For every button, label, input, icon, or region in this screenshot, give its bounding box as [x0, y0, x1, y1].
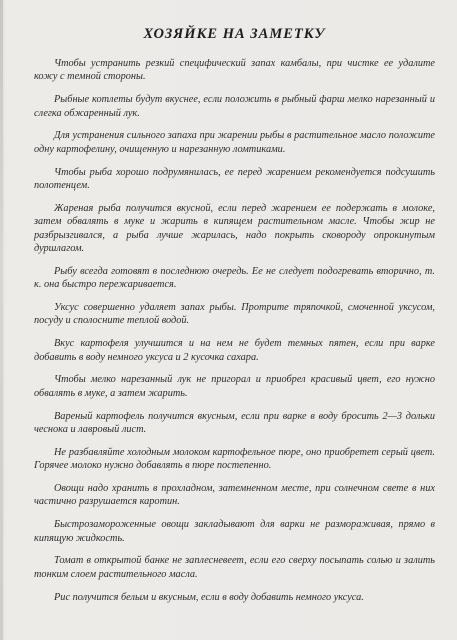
tips-list — [34, 57, 435, 604]
tip-paragraph: Томат в открытой банке не заплесневеет, если его сверху посыпать солью и залить тонким слоем растительного масла. — [34, 555, 435, 580]
tip-paragraph: Вареный картофель получится вкусным, если при варке в воду бросить 2—3 дольки чеснока и лавровый лист. — [34, 410, 435, 436]
tip-paragraph: Уксус совершенно удаляет запах рыбы. Протрите тряпочкой, смоченной уксусом, посуду и сполосните теплой водой. — [34, 302, 435, 327]
tip-paragraph: Быстрозамороженные овощи закладывают для варки не размораживая, прямо в кипящую жидкость. — [34, 519, 435, 544]
tip-paragraph: Рыбные котлеты будут вкуснее, если положить в рыбный фарш мелко нарезанный и слегка обжаренный лук. — [34, 94, 435, 119]
page-title: ХОЗЯЙКЕ НА ЗАМЕТКУ — [143, 26, 326, 42]
tip-paragraph: Рыбу всегда готовят в последнюю очередь. Ее не следует подогревать вторично, т. к. она быстро пережаривается. — [34, 265, 435, 291]
tip-paragraph: Для устранения сильного запаха при жарении рыбы в растительное масло положите одну картофелину, очищенную и нарезанную ломтиками. — [34, 130, 435, 155]
tip-paragraph: Не разбавляйте холодным молоком картофельное пюре, оно приобретет серый цвет. Горячее молоко нужно добавлять в пюре постепенно. — [34, 446, 435, 472]
tip-paragraph: Жареная рыба получится вкусной, если перед жарением ее подержать в молоке, затем обвалять в муке и жарить в кипящем растительном масле. Чтобы жир не разбрызгивался, а рыба лучше жарилась, надо покрыть сковороду опрокинутым дуршлагом. — [34, 202, 435, 255]
tip-paragraph: Вкус картофеля улучшится и на нем не будет темных пятен, если при варке добавить в воду немного уксуса и 2 кусочка сахара. — [34, 338, 435, 363]
tip-paragraph: Чтобы устранить резкий специфический запах камбалы, при чистке ее удалите кожу с темной стороны. — [34, 58, 435, 83]
tip-paragraph: Чтобы мелко нарезанный лук не пригорал и приобрел красивый цвет, его нужно обвалять в муке, а затем жарить. — [34, 374, 435, 399]
tip-paragraph: Чтобы рыба хорошо подрумянилась, ее перед жарением рекомендуется подсушить полотенцем. — [34, 166, 435, 192]
tip-paragraph: Рис получится белым и вкусным, если в воду добавить немного уксуса. — [54, 591, 364, 603]
tip-paragraph: Овощи надо хранить в прохладном, затемненном месте, при солнечном свете в них частично разрушается каротин. — [34, 483, 435, 508]
page-edge-shadow — [0, 0, 3, 640]
